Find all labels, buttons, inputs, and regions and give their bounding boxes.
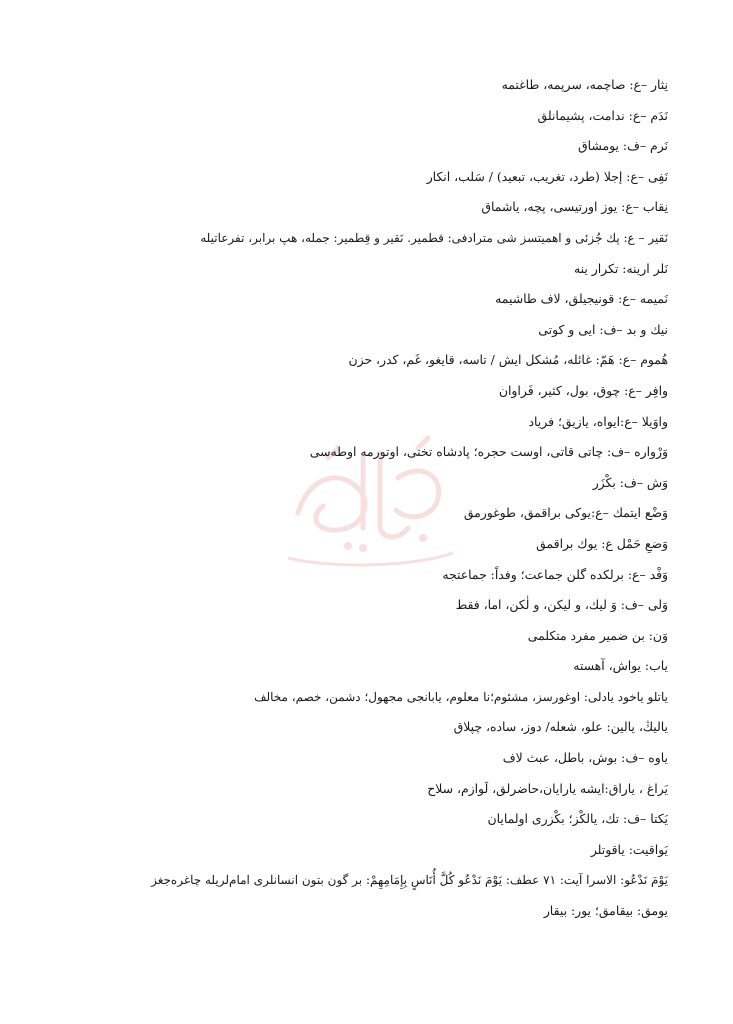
glossary-entry: وَلی –ف: وَ لیك، و لیکن، و لٰکن، اما، فقط (455, 597, 668, 613)
glossary-entry: یالیڭ، یالین: علو، شعله/ دوز، ساده، چپلاق (453, 719, 668, 735)
glossary-entry: وَش –ف: بکْزَر (592, 474, 668, 490)
glossary-entry: نَقیر – ع: پك جُزئی و اهمیتسز شی مترادفی: قطمیر. نَقیر و قِطمیر: جمله، هپ برابر، تفرعاتیله (200, 230, 668, 245)
glossary-entry: یَکتا –ف: تك، یالکْز؛ بکْزری اولمایان (487, 811, 668, 827)
glossary-entry: نَفِی –ع: إجلا (طرد، تغریب، تبعید) / سَلب، انکار (426, 168, 668, 184)
glossary-entry: نَلر ارینه: تکرار ینه (573, 260, 668, 276)
glossary-entry: وَفْد –ع: برلکده گلن جماعت؛ وفداً: جماعتجه (442, 566, 668, 582)
glossary-entry: نَدَم –ع: ندامت، پشیمانلق (537, 107, 668, 123)
glossary-entries (40, 70, 668, 927)
glossary-entry: یاتلو یاخود یادلی: اوغورسز، مشئوم؛نا معلوم، یابانجی مجهول؛ دشمن، خصم، مخالف (254, 689, 668, 704)
glossary-entry: نَرم –ف: یومشاق (578, 138, 668, 154)
glossary-entry: وَضْع ایتمك –ع:یوکی براقمق، طوغورمق (463, 505, 668, 521)
glossary-entry: واوَیلا –ع:ایواه، یازیق؛ فریاد (528, 413, 668, 429)
glossary-entry: نیك و بد –ف: ایی و کوتی (538, 321, 668, 337)
glossary-entry: نِقاب –ع: یوز اورتیسی، پچه، یاشماق (481, 199, 668, 215)
glossary-entry: هُموم –ع: هَمّ: غائله، مُشکل ایش / تاسه، قایغو، غَم، کدر، حزن (348, 352, 668, 368)
glossary-entry: یومق: بیقامق؛ یور: بیقار (543, 903, 668, 919)
glossary-entry: نِثار –ع: صاچمه، سرپمه، طاغتمه (501, 77, 668, 92)
glossary-entry: یَواقیت: یاقوتلر (590, 841, 668, 857)
glossary-entry: یَراغ ، یاراق:ایشه یارایان،حاضرلق، لَوازم، سلاح (427, 780, 668, 796)
glossary-entry: وافِر –ع: چوق، بول، کثیر، فَراوان (498, 382, 668, 398)
glossary-entry: وَن: بن ضمیر مفرد متکلمی (527, 627, 668, 643)
glossary-entry: یاب: یواش، آهسته (573, 658, 668, 674)
glossary-entry: وَرْواره –ف: چاتی قاتی، اوست حجره؛ پادشاه تختی، اوتورمه اوطه‌سی (309, 444, 668, 460)
glossary-entry: نَمیمه –ع: قونیجیلق، لاف طاشیمه (495, 291, 668, 307)
glossary-entry: یاوه –ف: بوش، باطل، عبث لاف (502, 750, 668, 766)
glossary-entry: یَوْمَ نَدْعُو: الاسرا آیت: ٧١ عطف: يَوْمَ نَدْعُو كُلَّ أُنَاسٍ بِإِمَامِهِمْ: بر گون بتون انسانلری امام‌لریله چاغره‌جغز (151, 873, 668, 888)
glossary-entry: وَضعِ حَمْل ع: یوك براقمق (536, 535, 668, 551)
